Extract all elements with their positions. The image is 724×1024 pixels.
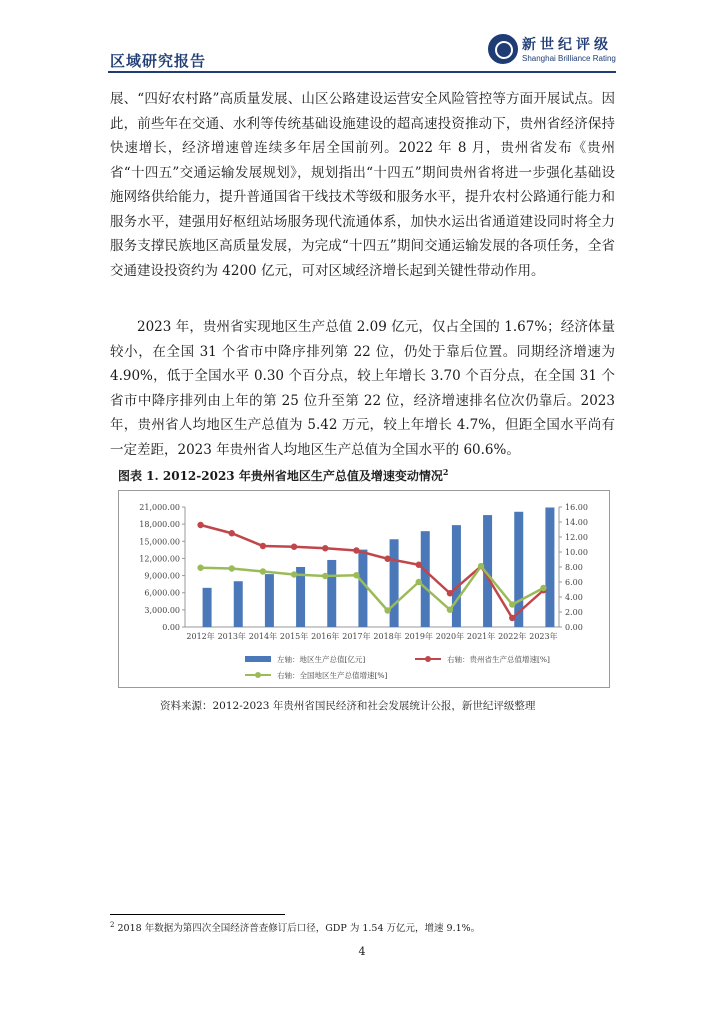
growth-point	[384, 607, 390, 613]
growth-point	[509, 615, 515, 621]
growth-point	[229, 565, 235, 571]
legend-label: 右轴：贵州省生产总值增速[%]	[447, 655, 550, 664]
growth-point	[197, 522, 203, 528]
legend-label: 左轴：地区生产总值[亿元]	[277, 655, 366, 664]
body-paragraph-2: 2023 年，贵州省实现地区生产总值 2.09 亿元，仅占全国的 1.67%；经济体量较小，在全国 31 个省市中降序排列第 22 位，仍处于靠后位置。同期经济增速为 4.90%，低于全国水平 0.30 个百分点，较上年增长 3.70 个百分点，在全国 31 个省市中降序排列由上年的第 25 位升至第 22 位，经济增速排名位次仍靠后。2023 年，贵州省人均地区生产总值为 5.42 万元，较上年增长 4.7%，但距全国水平尚有一定差距，2023 年贵州省人均地区生产总值为全国水平的 60.6%。	[110, 319, 615, 458]
growth-point	[353, 572, 359, 578]
growth-point	[416, 562, 422, 568]
footnote	[110, 920, 480, 934]
gdp-bar	[358, 550, 367, 627]
growth-point	[322, 573, 328, 579]
y-left-tick-label: 21,000.00	[139, 503, 180, 512]
legend-label: 右轴：全国地区生产总值增速[%]	[277, 671, 388, 680]
x-tick-label: 2023年	[529, 632, 558, 641]
header-divider	[108, 71, 616, 73]
y-left-tick-label: 12,000.00	[139, 554, 180, 564]
y-left-tick-label: 15,000.00	[139, 537, 180, 547]
y-right-tick-label: 4.00	[565, 593, 583, 602]
y-right-tick-label: 6.00	[565, 578, 583, 587]
body-paragraph-1: 展、“四好农村路”高质量发展、山区公路建设运营安全风险管控等方面开展试点。因此，前些年在交通、水利等传统基础设施建设的超高速投资推动下，贵州省经济保持快速增长，经济增速曾连续多年居全国前列。2022 年 8 月，贵州省发布《贵州省“十四五”交通运输发展规划》，规划指出“十四五”期间贵州省将进一步强化基础设施网络供给能力，提升普通国省干线技术等级和服务水平，提升农村公路通行能力和服务水平，建强用好枢纽站场服务现代流通体系，加快水运出省通道建设同时将全力服务支撑民族地区高质量发展，为完成“十四五”期间交通运输发展的各项任务，全省交通建设投资约为 4200 亿元，可对区域经济增长起到关键性带动作用。	[110, 91, 615, 279]
x-tick-label: 2019年	[404, 632, 433, 641]
gdp-bar	[421, 531, 430, 627]
gdp-chart	[119, 491, 609, 687]
growth-point	[478, 563, 484, 569]
x-tick-label: 2015年	[279, 632, 309, 641]
x-tick-label: 2012年	[186, 632, 215, 641]
growth-point	[291, 571, 297, 577]
gdp-bar	[390, 539, 399, 627]
y-right-tick-label: 16.00	[565, 503, 588, 512]
section-title: 区域研究报告	[110, 52, 207, 70]
growth-point	[416, 579, 422, 585]
gdp-bar	[327, 560, 336, 627]
footnote-mark: 2	[110, 920, 115, 929]
figure-footnote-mark: 2	[442, 467, 449, 477]
y-left-tick-label: 3,000.00	[144, 605, 180, 615]
growth-point	[447, 590, 453, 596]
growth-point	[260, 543, 266, 549]
y-right-tick-label: 10.00	[565, 548, 588, 557]
brand-logo	[488, 34, 618, 68]
logo-en-text: Shanghai Brilliance Rating	[522, 54, 616, 63]
x-tick-label: 2021年	[466, 632, 496, 641]
logo-cn-text: 新世纪评级	[522, 37, 612, 53]
x-tick-label: 2022年	[498, 632, 527, 641]
x-tick-label: 2017年	[342, 632, 371, 641]
y-left-tick-label: 18,000.00	[139, 520, 180, 530]
y-right-tick-label: 12.00	[565, 533, 588, 542]
legend-swatch	[245, 656, 271, 662]
growth-point	[197, 565, 203, 571]
figure-title	[118, 467, 448, 484]
page-number: 4	[358, 945, 366, 958]
footnote-divider	[110, 914, 285, 915]
y-right-tick-label: 8.00	[565, 563, 583, 572]
gdp-bar	[203, 588, 212, 627]
figure-title-text: 图表 1. 2012-2023 年贵州省地区生产总值及增速变动情况	[118, 469, 443, 483]
footnote-text: 2018 年数据为第四次全国经济普查修订后口径，GDP 为 1.54 万亿元，增速 9.1%。	[117, 923, 481, 934]
growth-point	[447, 607, 453, 613]
y-left-tick-label: 9,000.00	[144, 571, 180, 581]
y-right-tick-label: 0.00	[565, 623, 583, 632]
gdp-bar	[234, 581, 243, 627]
y-right-tick-label: 2.00	[565, 608, 583, 617]
gdp-bar	[452, 525, 461, 627]
growth-point	[291, 544, 297, 550]
y-left-tick-label: 0.00	[162, 623, 180, 632]
growth-point	[322, 545, 328, 551]
growth-point	[353, 547, 359, 553]
x-tick-label: 2013年	[217, 632, 246, 641]
y-left-tick-label: 6,000.00	[144, 588, 180, 598]
x-tick-label: 2020年	[435, 632, 465, 641]
logo-emblem-icon	[488, 34, 518, 64]
x-tick-label: 2018年	[373, 632, 402, 641]
gdp-bar	[545, 507, 554, 627]
growth-point	[260, 568, 266, 574]
figure-source: 资料来源：2012-2023 年贵州省国民经济和社会发展统计公报，新世纪评级整理	[160, 700, 536, 712]
x-tick-label: 2014年	[248, 632, 278, 641]
growth-point	[384, 556, 390, 562]
growth-point	[540, 585, 546, 591]
growth-point	[509, 601, 515, 607]
legend-swatch-marker	[425, 656, 431, 662]
y-right-tick-label: 14.00	[565, 518, 588, 527]
x-tick-label: 2016年	[311, 632, 340, 641]
chart-frame	[118, 490, 610, 688]
gdp-bar	[265, 574, 274, 627]
growth-point	[229, 530, 235, 536]
legend-swatch-marker	[255, 672, 261, 678]
